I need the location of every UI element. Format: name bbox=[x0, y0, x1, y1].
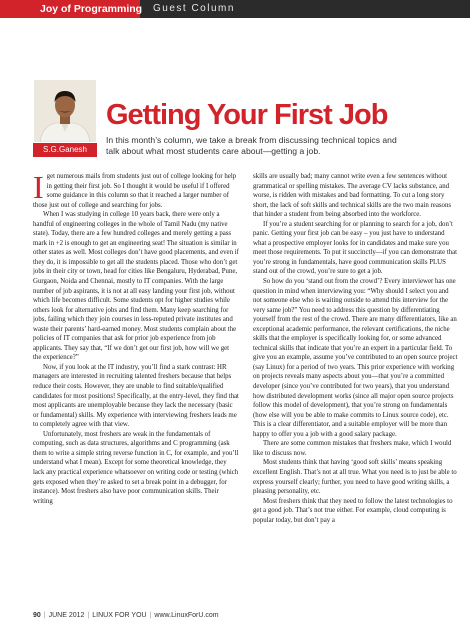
article-paragraph: Unfortunately, most freshers are weak in the fundamentals of computing, such as data structures, algorithms and C programming (ask them to write a simple string reverse function in C, for example, and you’ll understand what I mean). Except for some theoretical knowledge, they lack any practical experience whatsoever on writing code or testing (which gets exposed when they’re asked to set a break point in a debugger, for instance). Most freshers also have poor communication skills. Their writing bbox=[33, 430, 239, 505]
section-label: Joy of Programming bbox=[0, 0, 140, 18]
article-title: Getting Your First Job bbox=[106, 99, 388, 131]
article-paragraph: If you’re a student searching for or planning to search for a job, don’t panic. Getting your first job can be easy – you just have to understand what a prospective employer looks for in candidates and make sure you meet those requirements. To put it succinctly—if you can demonstrate that you’re strong in fundamentals, have good communication skills PLUS stand out of the crowd, you’re sure to get a job. bbox=[253, 220, 458, 276]
author-photo bbox=[34, 80, 96, 142]
article-paragraph: When I was studying in college 10 years back, there were only a handful of engineering colleges in the whole of Tamil Nadu (my native state). Today, there are a few hundred colleges and merely getting a pass mark in +2 is enough to get an engineering seat! The situation is similar in other states as well. Most colleges don’t have good placements, and even if they do, it is impossible to get all the students placed. Those who don’t get jobs in their city or town, head for cities like Bengaluru, Hyderabad, Pune, Gurgaon, Noida and Chennai, mostly to IT companies. With the large number of job aspirants, it is not at all easy landing your first job, without which life becomes difficult. Some students opt for higher studies while others look for alternative jobs and find them. Many keep searching for jobs, failing which they join courses in less-reputed private institutes and waste their parents’ hard-earned money. Most students complain about the policies of IT companies that ask for prior job experience from job applicants. They say that, “If we don’t get our first job, how will we get the experience?” bbox=[33, 211, 239, 362]
drop-cap: I bbox=[33, 172, 44, 205]
author-portrait-image bbox=[34, 80, 96, 142]
footer-separator: | bbox=[43, 612, 46, 619]
footer-separator: | bbox=[87, 612, 90, 619]
article-column-right bbox=[253, 172, 459, 612]
article-paragraph: Now, if you look at the IT industry, you’ll find a stark contrast: HR managers are interested in recruiting talented freshers because that helps reduce their costs. However, they are unable to find suitable/qualified candidates for most positions! Specifically, at the entry-level, they find that most applicants are unemployable because they lack the necessary (basic or fundamental) skills. My experience with interviewing freshers leads me to completely agree with that view. bbox=[33, 363, 239, 429]
article-paragraph: skills are usually bad; many cannot write even a few sentences without grammatical or spelling mistakes. The average CV lacks substance, and worse, is ridden with mistakes and bad formatting. To cut a long story short, the lack of soft skills and technical skills are the two main reasons that hinder a student from being absorbed into the workforce. bbox=[253, 173, 452, 219]
issue-date: JUNE 2012 bbox=[48, 612, 85, 619]
magazine-name: LINUX FOR YOU bbox=[92, 612, 147, 619]
footer-separator: | bbox=[149, 612, 152, 619]
article-paragraph: So how do you ‘stand out from the crowd’? Every interviewer has one question in mind when interviewing you: “Why should I select you and not someone else who is waiting outside to attend this interview for the very same job?” You need to address this question by differentiating yourself from the rest of the crowd. There are many differentiators, like an exceptional academic performance, the relevant certifications, the niche skills that the employer is specifically looking for, or some advanced technical skills that indicate that you’re an expert in a particular field. To give you an example, assume you’ve contributed to an open source project (say Linux) for a period of two years. This prior experience with working on projects reveals many aspects about you—that you’re a committed developer (since you’ve contributed for two years), that you understand how distributed development works (since all major open source projects follow this model of development), that you’re strong on fundamentals (how else will you be able to make commits to Linux source code), etc. This is a clear differentiator, and a suitable employer will be more than happy to offer you a job with a good salary package. bbox=[253, 278, 458, 438]
article-deck: In this month’s column, we take a break from discussing technical topics and talk about what most students care about—getting a job. bbox=[106, 135, 397, 156]
article-paragraph: There are some common mistakes that freshers make, which I would like to discuss now. bbox=[253, 440, 452, 457]
article-paragraph: Most freshers think that they need to follow the latest technologies to get a good job. That’s not true either. For example, cloud computing is popular today, but don’t pay a bbox=[253, 497, 453, 524]
paragraph-text: get numerous mails from students just out of college looking for help in getting their first job. So I thought it would be useful if I offered some guidance in this column so that it reached a larger number of those just out of college and searching for jobs. bbox=[33, 173, 237, 209]
column-label: Guest Column bbox=[153, 3, 235, 14]
article-paragraph bbox=[33, 172, 239, 210]
article-paragraph: Most students think that having ‘good soft skills’ means speaking excellent English. That’s not at all true. What you need is to just be able to express yourself clearly; further, you need to have good writing skills, a pleasing personality, etc. bbox=[253, 459, 457, 496]
page-footer bbox=[33, 612, 219, 619]
page-number: 90 bbox=[33, 612, 41, 619]
magazine-url: www.LinuxForU.com bbox=[154, 612, 219, 619]
article-column-left bbox=[33, 172, 239, 612]
author-name-tag: S.G.Ganesh bbox=[33, 143, 97, 157]
